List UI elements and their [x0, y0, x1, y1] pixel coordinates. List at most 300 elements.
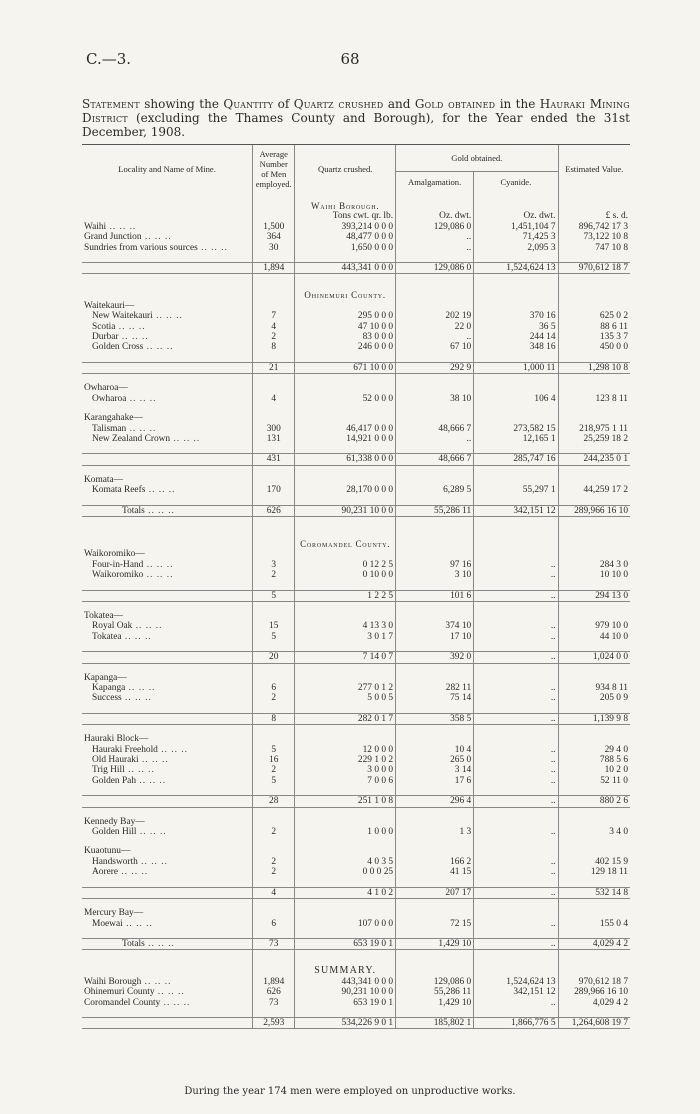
table-body [82, 192, 630, 1029]
quartz-crushed: 1 0 0 0 [295, 827, 396, 837]
table-row [82, 485, 630, 495]
cyanide-total: 342,151 12 [474, 505, 558, 516]
locality-label: Tokatea— [84, 610, 123, 621]
gold-cyanide: 12,165 1 [474, 434, 558, 444]
gold-cyanide: .. [474, 765, 558, 775]
quartz-crushed: 1,650 0 0 0 [295, 243, 396, 253]
gold-cyanide: .. [474, 919, 558, 929]
men-total: 20 [253, 652, 295, 663]
col-value: Estimated Value. [558, 145, 630, 193]
title-word: showing the [144, 97, 219, 111]
gold-amalgamation: 129,086 0 [396, 222, 474, 232]
men-count: 2 [253, 765, 295, 775]
mine-name: Owharoa .. [82, 394, 253, 404]
quartz-crushed: 52 0 0 0 [295, 394, 396, 404]
estimated-value: 402 15 9 [558, 857, 630, 867]
total-row [82, 887, 630, 898]
men-count: 7 [253, 311, 295, 321]
mine-name: Waihi Borough .. [82, 977, 253, 987]
mine-name: Moewai .. [82, 919, 253, 929]
quartz-crushed: 0 12 2 5 [295, 560, 396, 570]
table-row [82, 322, 630, 332]
quartz-total: 1 2 2 5 [295, 590, 396, 601]
gold-amalgamation: 17 10 [396, 632, 474, 642]
unit-label: Oz. dwt. [474, 211, 558, 221]
estimated-value: 44,259 17 2 [558, 485, 630, 495]
estimated-value: 970,612 18 7 [558, 977, 630, 987]
quartz-crushed: 393,214 0 0 0 [295, 222, 396, 232]
gold-amalgamation: 75 14 [396, 693, 474, 703]
mine-name: Hauraki Freehold .. [82, 745, 253, 755]
table-row [82, 867, 630, 877]
gold-amalgamation: 265 0 [396, 755, 474, 765]
men-count: 16 [253, 755, 295, 765]
total-row [82, 362, 630, 373]
mine-name: Kapanga .. [82, 683, 253, 693]
mine-name: Tokatea .. [82, 632, 253, 642]
quartz-total: 671 10 0 0 [295, 362, 396, 373]
quartz-crushed: 12 0 0 0 [295, 745, 396, 755]
estimated-value: 88 6 11 [558, 322, 630, 332]
men-count: 2 [253, 857, 295, 867]
table-row [82, 857, 630, 867]
table-row [82, 987, 630, 997]
men-total: 431 [253, 454, 295, 465]
men-count: 2 [253, 693, 295, 703]
gold-cyanide: 342,151 12 [474, 987, 558, 997]
table-row [82, 342, 630, 352]
value-total: 1,298 10 8 [558, 362, 630, 373]
estimated-value: 979 10 0 [558, 621, 630, 631]
cyanide-total: .. [474, 796, 558, 807]
quartz-total: 4 1 0 2 [295, 887, 396, 898]
value-total: 1,139 9 8 [558, 713, 630, 724]
table-row [82, 222, 630, 232]
quartz-crushed: 83 0 0 0 [295, 332, 396, 342]
amalgamation-total: 296 4 [396, 796, 474, 807]
gold-amalgamation: .. [396, 434, 474, 444]
estimated-value: 135 3 7 [558, 332, 630, 342]
table-row [82, 776, 630, 786]
table-row [82, 570, 630, 580]
value-total: 294 13 0 [558, 590, 630, 601]
page-number: 68 [340, 50, 360, 68]
gold-cyanide: .. [474, 998, 558, 1008]
amalgamation-total: 358 5 [396, 713, 474, 724]
gold-cyanide: 55,297 1 [474, 485, 558, 495]
value-total: 880 2 6 [558, 796, 630, 807]
footnote: During the year 174 men were employed on unproductive works. [184, 1086, 516, 1097]
mine-name: Golden Hill .. [82, 827, 253, 837]
title-word: and [387, 97, 411, 111]
mine-name: Grand Junction .. [82, 232, 253, 242]
quartz-crushed: 46,417 0 0 0 [295, 424, 396, 434]
quartz-total: 443,341 0 0 0 [295, 263, 396, 274]
gold-amalgamation: 17 6 [396, 776, 474, 786]
quartz-crushed: 246 0 0 0 [295, 342, 396, 352]
gold-cyanide: 370 16 [474, 311, 558, 321]
men-count: 2 [253, 332, 295, 342]
gold-cyanide: 2,095 3 [474, 243, 558, 253]
cyanide-total: .. [474, 938, 558, 949]
value-total: 4,029 4 2 [558, 938, 630, 949]
quartz-total: 7 14 0 7 [295, 652, 396, 663]
gold-amalgamation: 48,666 7 [396, 424, 474, 434]
gold-amalgamation: .. [396, 332, 474, 342]
gold-amalgamation: 97 16 [396, 560, 474, 570]
estimated-value: 29 4 0 [558, 745, 630, 755]
mine-name: Golden Pah .. [82, 776, 253, 786]
gold-amalgamation: 22 0 [396, 322, 474, 332]
men-count: 5 [253, 776, 295, 786]
amalgamation-total: 1,429 10 [396, 938, 474, 949]
mine-name: Trig Hill .. [82, 765, 253, 775]
quartz-crushed: 443,341 0 0 0 [295, 977, 396, 987]
total-row [82, 454, 630, 465]
total-row [82, 938, 630, 949]
gold-amalgamation: 55,286 11 [396, 987, 474, 997]
mine-name: New Zealand Crown .. [82, 434, 253, 444]
men-count: 170 [253, 485, 295, 495]
amalgamation-total: 292 9 [396, 362, 474, 373]
quartz-crushed: 295 0 0 0 [295, 311, 396, 321]
cyanide-total: .. [474, 590, 558, 601]
total-row [82, 1017, 630, 1028]
men-count: 626 [253, 987, 295, 997]
men-total: 5 [253, 590, 295, 601]
estimated-value: 934 8 11 [558, 683, 630, 693]
estimated-value: 450 0 0 [558, 342, 630, 352]
unit-label: Tons cwt. qr. lb. [295, 211, 396, 221]
amalgamation-total: 55,286 11 [396, 505, 474, 516]
quartz-crushed: 277 0 1 2 [295, 683, 396, 693]
locality-label: Owharoa— [84, 383, 128, 394]
men-count: 15 [253, 621, 295, 631]
gold-cyanide: 71,425 3 [474, 232, 558, 242]
mine-name: Golden Cross .. [82, 342, 253, 352]
men-count: 5 [253, 632, 295, 642]
mine-name: Royal Oak .. [82, 621, 253, 631]
gold-amalgamation: 374 10 [396, 621, 474, 631]
quartz-crushed: 14,921 0 0 0 [295, 434, 396, 444]
totals-label: Totals .. [82, 938, 253, 949]
gold-cyanide: 273,582 15 [474, 424, 558, 434]
locality-label: Kennedy Bay— [84, 816, 145, 827]
locality-label: Karangahake— [84, 413, 143, 424]
gold-cyanide: .. [474, 632, 558, 642]
gold-amalgamation: 202 19 [396, 311, 474, 321]
cyanide-total: 1,866,776 5 [474, 1017, 558, 1028]
estimated-value: 129 18 11 [558, 867, 630, 877]
quartz-crushed: 90,231 10 0 0 [295, 987, 396, 997]
locality-label: Waikoromiko— [84, 549, 145, 560]
amalgamation-total: 392 0 [396, 652, 474, 663]
gold-amalgamation: 10 4 [396, 745, 474, 755]
amalgamation-total: 129,086 0 [396, 263, 474, 274]
men-total: 73 [253, 938, 295, 949]
men-count: 364 [253, 232, 295, 242]
estimated-value: 123 8 11 [558, 394, 630, 404]
cyanide-total: 285,747 16 [474, 454, 558, 465]
table-row [82, 683, 630, 693]
gold-cyanide: .. [474, 693, 558, 703]
mine-name: Success .. [82, 693, 253, 703]
men-count: 8 [253, 342, 295, 352]
statement-title [82, 97, 630, 139]
amalgamation-total: 207 17 [396, 887, 474, 898]
quartz-crushed: 0 10 0 0 [295, 570, 396, 580]
locality-label: Kapanga— [84, 672, 127, 683]
men-count: 6 [253, 683, 295, 693]
gold-cyanide: .. [474, 683, 558, 693]
gold-cyanide: 1,524,624 13 [474, 977, 558, 987]
men-count: 4 [253, 394, 295, 404]
quartz-crushed: 5 0 0 5 [295, 693, 396, 703]
estimated-value: 788 5 6 [558, 755, 630, 765]
men-count: 3 [253, 560, 295, 570]
col-cyanide: Cyanide. [474, 172, 558, 193]
value-total: 532 14 8 [558, 887, 630, 898]
title-word: Hauraki Mining District [82, 97, 630, 125]
quartz-total: 534,226 9 0 1 [295, 1017, 396, 1028]
col-quartz: Quartz crushed. [295, 145, 396, 193]
men-total: 2,593 [253, 1017, 295, 1028]
quartz-total: 282 0 1 7 [295, 713, 396, 724]
section-heading: Ohinemuri County. [295, 290, 396, 300]
gold-cyanide: .. [474, 857, 558, 867]
locality-label: Komata— [84, 474, 124, 485]
table-row [82, 755, 630, 765]
mine-name: Ohinemuri County .. [82, 987, 253, 997]
locality-label: Kuaotunu— [84, 846, 131, 857]
men-total: 21 [253, 362, 295, 373]
estimated-value: 205 0 9 [558, 693, 630, 703]
title-word: Quartz crushed [293, 97, 384, 111]
men-total: 1,894 [253, 263, 295, 274]
total-row [82, 796, 630, 807]
estimated-value: 625 0 2 [558, 311, 630, 321]
col-men: Average Number of Men employed. [253, 145, 295, 193]
table-row [82, 827, 630, 837]
table-row [82, 693, 630, 703]
table-row [82, 765, 630, 775]
quartz-crushed: 48,477 0 0 0 [295, 232, 396, 242]
quartz-crushed: 7 0 0 6 [295, 776, 396, 786]
gold-amalgamation: 72 15 [396, 919, 474, 929]
quartz-crushed: 28,170 0 0 0 [295, 485, 396, 495]
table-row [82, 394, 630, 404]
men-count: 2 [253, 570, 295, 580]
men-total: 626 [253, 505, 295, 516]
report-reference: C.—3. [86, 50, 132, 68]
col-gold: Gold obtained. [396, 145, 558, 172]
men-count: 73 [253, 998, 295, 1008]
estimated-value: 155 0 4 [558, 919, 630, 929]
title-word: in the [499, 97, 536, 111]
men-total: 4 [253, 887, 295, 898]
table-row [82, 621, 630, 631]
estimated-value: 25,259 18 2 [558, 434, 630, 444]
gold-amalgamation: 38 10 [396, 394, 474, 404]
total-row [82, 652, 630, 663]
men-count: 2 [253, 827, 295, 837]
estimated-value: 52 11 0 [558, 776, 630, 786]
estimated-value: 284 3 0 [558, 560, 630, 570]
cyanide-total: .. [474, 652, 558, 663]
gold-amalgamation: 282 11 [396, 683, 474, 693]
statement-table [82, 144, 630, 1029]
men-count: 5 [253, 745, 295, 755]
men-count: 1,500 [253, 222, 295, 232]
estimated-value: 73,122 10 8 [558, 232, 630, 242]
total-row [82, 505, 630, 516]
gold-cyanide: .. [474, 745, 558, 755]
table-row [82, 977, 630, 987]
cyanide-total: .. [474, 887, 558, 898]
men-count: 1,894 [253, 977, 295, 987]
table-row [82, 745, 630, 755]
total-row [82, 590, 630, 601]
total-row [82, 263, 630, 274]
estimated-value: 747 10 8 [558, 243, 630, 253]
gold-amalgamation: 67 10 [396, 342, 474, 352]
amalgamation-total: 101 6 [396, 590, 474, 601]
quartz-crushed: 4 0 3 5 [295, 857, 396, 867]
section-heading: Waihi Borough. [295, 201, 396, 211]
mine-name: Sundries from various sources .. [82, 243, 253, 253]
men-total: 8 [253, 713, 295, 724]
gold-amalgamation: .. [396, 232, 474, 242]
gold-amalgamation: 3 10 [396, 570, 474, 580]
mine-name: Durbar .. [82, 332, 253, 342]
table-row [82, 919, 630, 929]
gold-cyanide: .. [474, 755, 558, 765]
gold-amalgamation: 6,289 5 [396, 485, 474, 495]
gold-cyanide: .. [474, 776, 558, 786]
gold-amalgamation: 1,429 10 [396, 998, 474, 1008]
estimated-value: 10 10 0 [558, 570, 630, 580]
estimated-value: 3 4 0 [558, 827, 630, 837]
table-row [82, 434, 630, 444]
value-total: 244,235 0 1 [558, 454, 630, 465]
col-amalgamation: Amalgamation. [396, 172, 474, 193]
value-total: 1,024 0 0 [558, 652, 630, 663]
gold-cyanide: .. [474, 827, 558, 837]
mine-name: Waikoromiko .. [82, 570, 253, 580]
mine-name: Four-in-Hand .. [82, 560, 253, 570]
mine-name: Waihi .. [82, 222, 253, 232]
table-row [82, 232, 630, 242]
table-row [82, 632, 630, 642]
cyanide-total: 1,524,624 13 [474, 263, 558, 274]
title-word: of [277, 97, 290, 111]
value-total: 289,966 16 10 [558, 505, 630, 516]
estimated-value: 4,029 4 2 [558, 998, 630, 1008]
total-row [82, 713, 630, 724]
men-count: 131 [253, 434, 295, 444]
quartz-total: 61,338 0 0 0 [295, 454, 396, 465]
cyanide-total: .. [474, 713, 558, 724]
mine-name: Handsworth .. [82, 857, 253, 867]
men-count: 300 [253, 424, 295, 434]
quartz-total: 251 1 0 8 [295, 796, 396, 807]
cyanide-total: 1,000 11 [474, 362, 558, 373]
quartz-crushed: 0 0 0 25 [295, 867, 396, 877]
quartz-crushed: 4 13 3 0 [295, 621, 396, 631]
value-total: 970,612 18 7 [558, 263, 630, 274]
title-word: Gold obtained [414, 97, 496, 111]
gold-cyanide: .. [474, 867, 558, 877]
title-word: Quantity [223, 97, 274, 111]
men-total: 28 [253, 796, 295, 807]
mine-name: Scotia .. [82, 322, 253, 332]
totals-label: Totals .. [82, 505, 253, 516]
quartz-crushed: 107 0 0 0 [295, 919, 396, 929]
estimated-value: 896,742 17 3 [558, 222, 630, 232]
section-heading: Coromandel County. [295, 539, 396, 549]
estimated-value: 44 10 0 [558, 632, 630, 642]
mine-name: Talisman .. [82, 424, 253, 434]
men-count: 4 [253, 322, 295, 332]
gold-cyanide: .. [474, 621, 558, 631]
locality-label: Waitekauri— [84, 300, 135, 311]
quartz-crushed: 3 0 1 7 [295, 632, 396, 642]
gold-cyanide: 36 5 [474, 322, 558, 332]
mine-name: Komata Reefs .. [82, 485, 253, 495]
gold-cyanide: 244 14 [474, 332, 558, 342]
table-row [82, 998, 630, 1008]
mine-name: Coromandel County .. [82, 998, 253, 1008]
gold-amalgamation: 129,086 0 [396, 977, 474, 987]
col-locality: Locality and Name of Mine. [82, 145, 253, 193]
unit-label: Oz. dwt. [396, 211, 474, 221]
gold-amalgamation: 3 14 [396, 765, 474, 775]
gold-amalgamation: 1 3 [396, 827, 474, 837]
table-row [82, 424, 630, 434]
unit-label: £ s. d. [558, 211, 630, 221]
estimated-value: 289,966 16 10 [558, 987, 630, 997]
mine-name: New Waitekauri .. [82, 311, 253, 321]
title-word: Statement [82, 97, 140, 111]
gold-cyanide: 106 4 [474, 394, 558, 404]
table-row [82, 243, 630, 253]
quartz-crushed: 229 1 0 2 [295, 755, 396, 765]
value-total: 1,264,608 19 7 [558, 1017, 630, 1028]
gold-cyanide: 1,451,104 7 [474, 222, 558, 232]
table-row [82, 560, 630, 570]
quartz-crushed: 3 0 0 0 [295, 765, 396, 775]
men-count: 2 [253, 867, 295, 877]
mine-name: Aorere .. [82, 867, 253, 877]
gold-cyanide: .. [474, 560, 558, 570]
title-word: (excluding the Thames County and Borough), for the Year ended the 31st December, 1908. [82, 111, 630, 139]
locality-label: Hauraki Block— [84, 734, 149, 745]
men-count: 6 [253, 919, 295, 929]
amalgamation-total: 48,666 7 [396, 454, 474, 465]
amalgamation-total: 185,802 1 [396, 1017, 474, 1028]
section-heading: SUMMARY. [295, 966, 396, 976]
mine-name: Old Hauraki .. [82, 755, 253, 765]
gold-cyanide: 348 16 [474, 342, 558, 352]
table-row [82, 311, 630, 321]
men-count: 30 [253, 243, 295, 253]
quartz-crushed: 653 19 0 1 [295, 998, 396, 1008]
gold-cyanide: .. [474, 570, 558, 580]
gold-amalgamation: 166 2 [396, 857, 474, 867]
estimated-value: 10 2 0 [558, 765, 630, 775]
gold-amalgamation: .. [396, 243, 474, 253]
quartz-total: 653 19 0 1 [295, 938, 396, 949]
